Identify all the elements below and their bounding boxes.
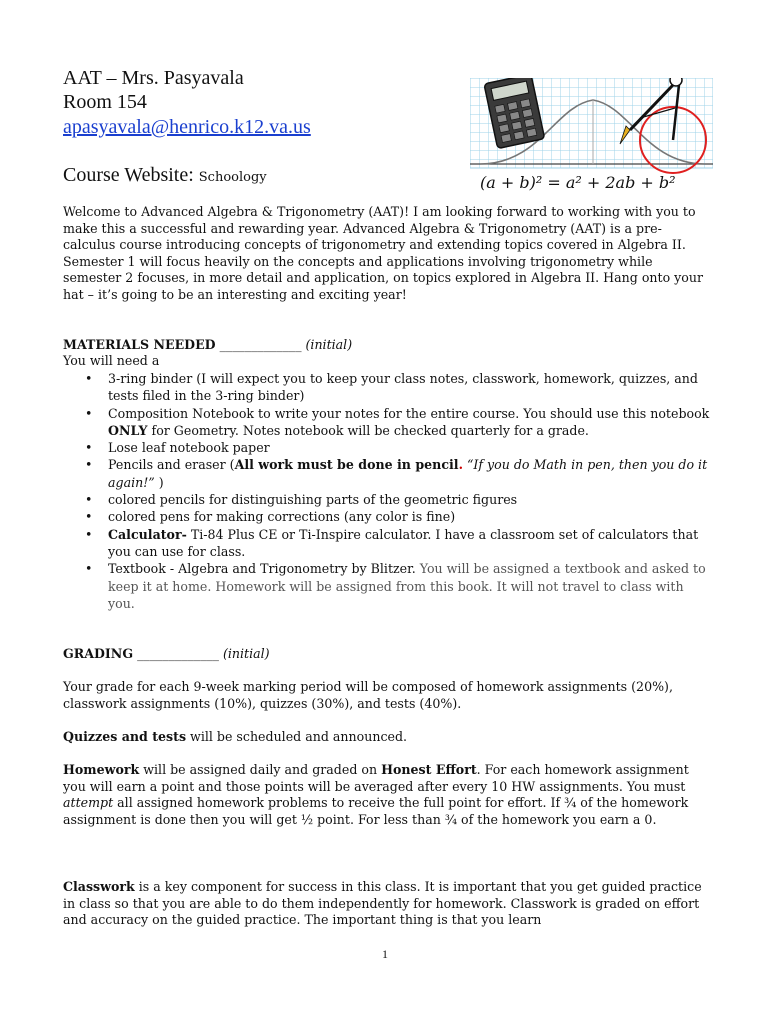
classwork-paragraph (63, 879, 713, 929)
website-value: Schoology (198, 170, 267, 185)
quizzes-text: will be scheduled and announced. (186, 729, 408, 744)
quizzes-label: Quizzes and tests (63, 729, 187, 744)
attempt-word: attempt (63, 795, 114, 811)
notebook-text-end: for Geometry. Notes notebook will be checked quarterly for a grade. (147, 422, 589, 438)
homework-text-3: all assigned homework problems to receive the full point for effort. If ¾ of the homework assignment is done then you will get ½ point. For less than ¾ of the homework you earn a 0. (63, 795, 689, 827)
materials-initial-label: (initial) (305, 337, 353, 352)
colored-pens-text: colored pens for making corrections (any color is fine) (108, 509, 456, 525)
list-item: • Lose leaf notebook paper (85, 440, 270, 456)
materials-heading (63, 337, 352, 354)
grade-composition: Your grade for each 9-week marking period will be composed of homework assignments (20%), classwork assignments (10%), quizzes (30%), and tests (40%). (63, 679, 673, 711)
classwork-label: Classwork (63, 879, 135, 894)
binder-text: 3-ring binder (I will expect you to keep your class notes, classwork, homework, quizzes, and tests filed in the 3-ring binder) (108, 371, 698, 404)
calculator-label: Calculator- (108, 526, 187, 542)
course-website (63, 163, 267, 190)
homework-text: will be assigned daily and graded on (139, 762, 382, 777)
list-item: • Textbook - Algebra and Trigonometry by Blitzer. You will be assigned a textbook and asked to keep it at home. Homework will be assigned from this book. It will not travel to class with you. (85, 561, 706, 611)
list-item: • Pencils and eraser (All work must be done in pencil. “If you do Math in pen, then you do it again!” ) (85, 457, 708, 490)
list-item: • colored pens for making corrections (any color is fine) (85, 509, 456, 525)
list-item: • 3-ring binder (I will expect you to keep your class notes, classwork, homework, quizzes, and tests filed in the 3-ring binder) (85, 371, 698, 404)
materials-initial-blank[interactable]: _____________ (219, 337, 302, 352)
materials-lead: You will need a (63, 353, 160, 368)
homework-paragraph (63, 762, 713, 828)
course-title: AAT – Mrs. Pasyavala (63, 67, 244, 89)
materials-heading-label: MATERIALS NEEDED (63, 337, 216, 352)
grading-initial-label: (initial) (222, 646, 270, 661)
honest-effort: Honest Effort (381, 762, 477, 777)
calculator-text: Ti-84 Plus CE or Ti-Inspire calculator. I have a classroom set of calculators that you can use for class. (108, 526, 699, 559)
classwork-text: is a key component for success in this class. It is important that you get guided practice in class so that you are able to do them independently for homework. Classwork is graded on effort and accuracy on the guided practice. The important thing is that you learn (63, 879, 702, 928)
pencil-quote: “If you do Math in pen, then you do it again!” (108, 457, 708, 490)
notebook-only: ONLY (108, 422, 148, 438)
grading-heading-label: GRADING (63, 646, 134, 661)
list-item: • Calculator- Ti-84 Plus CE or Ti-Inspire calculator. I have a classroom set of calculators that you can use for class. (85, 526, 699, 559)
colored-pencils-text: colored pencils for distinguishing parts of the geometric figures (108, 492, 518, 508)
grading-heading (63, 646, 270, 663)
website-label: Course Website: (63, 164, 194, 186)
paper-text: Lose leaf notebook paper (108, 440, 270, 456)
homework-text-2: . For each homework assignment you will earn a point and those points will be averaged after every 10 HW assignments. You must (63, 762, 689, 794)
formula-text: (a + b)² = a² + 2ab + b² (480, 173, 676, 192)
list-item: • Composition Notebook to write your notes for the entire course. You should use this notebook ONLY for Geometry. Notes notebook will be checked quarterly for a grade. (85, 405, 710, 438)
grading-initial-blank[interactable]: _____________ (137, 646, 219, 661)
materials-list (63, 370, 713, 612)
pencils-text: Pencils and eraser ( (108, 457, 235, 473)
textbook-text: You will be assigned a textbook and asked to keep it at home. Homework will be assigned from this book. It will not travel to class with you. (108, 561, 706, 611)
homework-label: Homework (63, 762, 140, 777)
pencils-close: ) (154, 474, 164, 490)
list-item: • colored pencils for distinguishing parts of the geometric figures (85, 492, 518, 508)
math-clipart (470, 78, 713, 195)
quizzes-paragraph (63, 729, 713, 746)
pencil-rule: All work must be done in pencil (234, 457, 459, 473)
email-link[interactable]: apasyavala@henrico.k12.va.us (63, 116, 311, 138)
room-number: Room 154 (63, 91, 147, 113)
page-number: 1 (382, 947, 388, 961)
notebook-text: Composition Notebook to write your notes for the entire course. You should use this notebook (108, 405, 710, 421)
intro-paragraph: Welcome to Advanced Algebra & Trigonometry (AAT)! I am looking forward to working with you to make this a successful and rewarding year. Advanced Algebra & Trigonometry (AAT) is a pre-calculus course introducing concepts of trigonometry and extending topics covered in Algebra II. Semester 1 will focus heavily on the concepts and applications involving trigonometry while semester 2 focuses, in more detail and application, on topics explored in Algebra II. Hang onto your hat – it’s going to be an interesting and exciting year! (63, 204, 703, 302)
pencil-period: . (458, 457, 463, 473)
textbook-title: Textbook - Algebra and Trigonometry by Blitzer. (108, 561, 420, 577)
